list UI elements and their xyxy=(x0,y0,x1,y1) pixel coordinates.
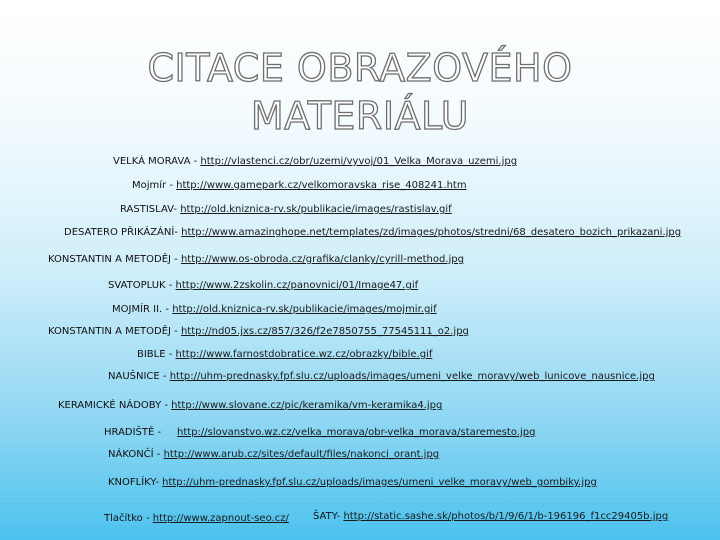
citation-label: KNOFLÍKY xyxy=(108,477,156,488)
citation-separator: - xyxy=(165,349,176,360)
citation-link[interactable]: http://old.kniznica-rv.sk/publikacie/images/mojmir.gif xyxy=(172,304,437,315)
citation-label: KONSTANTIN A METODĚJ xyxy=(48,326,171,337)
citation-separator: - xyxy=(161,400,172,411)
citation-separator: - xyxy=(174,227,182,238)
citation-label: HRADIŠTĚ xyxy=(104,427,155,438)
citation-rastislav xyxy=(120,203,452,217)
citation-label: Mojmír xyxy=(132,180,167,191)
citation-link[interactable]: http://old.kniznica-rv.sk/publikacie/images/rastislav.gif xyxy=(180,204,452,215)
citation-link[interactable]: http://uhm-prednasky.fpf.slu.cz/uploads/images/umeni_velke_moravy/web_gombiky.jpg xyxy=(162,477,597,488)
citation-hradiste xyxy=(104,426,535,440)
citation-konstantin-metodej-2 xyxy=(48,325,469,339)
citation-label: ŠATY xyxy=(313,511,337,522)
citation-separator: - xyxy=(165,280,176,291)
citation-separator: - xyxy=(159,371,170,382)
citation-label: KERAMICKÉ NÁDOBY xyxy=(58,400,162,411)
citation-label: Tlačítko xyxy=(104,513,143,524)
citation-link[interactable]: http://static.sashe.sk/photos/b/1/9/6/1/b-196196_f1cc29405b.jpg xyxy=(343,511,669,522)
citation-link[interactable]: http://vlastenci.cz/obr/uzemi/vyvoj/01_Velka_Morava_uzemi.jpg xyxy=(200,156,518,167)
citation-separator: - xyxy=(162,304,173,315)
citation-keramicke-nadoby xyxy=(58,399,442,413)
citation-separator: - xyxy=(142,513,153,524)
citation-nausnice xyxy=(108,370,655,384)
citation-desatero xyxy=(64,226,681,240)
citation-konstantin-metodej-1 xyxy=(48,253,464,267)
citation-separator: - xyxy=(166,180,177,191)
citation-label: NAUŠNICE xyxy=(108,371,160,382)
title-line-2: MATERIÁLU xyxy=(250,94,470,138)
citation-separator: - xyxy=(171,254,181,265)
citation-separator: - xyxy=(153,449,164,460)
citation-label: NÁKONČÍ xyxy=(108,449,154,460)
citation-separator: - xyxy=(173,204,181,215)
citation-link[interactable]: http://www.zapnout-seo.cz/ xyxy=(152,513,289,524)
citation-link[interactable]: http://www.slovane.cz/pic/keramika/vm-keramika4.jpg xyxy=(171,400,443,411)
citation-link[interactable]: http://www.2zskolin.cz/panovnici/01/Image47.gif xyxy=(175,280,419,291)
citation-link[interactable]: http://www.os-obroda.cz/grafika/clanky/cyrill-method.jpg xyxy=(180,254,464,265)
citation-mojmir-ii xyxy=(112,303,437,317)
citation-separator: - xyxy=(336,511,344,522)
citation-separator: - xyxy=(190,156,201,167)
citation-separator: - xyxy=(155,477,163,488)
citation-link[interactable]: http://nd05.jxs.cz/857/326/f2e7850755_77545111_o2.jpg xyxy=(180,326,469,337)
citation-link[interactable]: http://uhm-prednasky.fpf.slu.cz/uploads/images/umeni_velke_moravy/web_lunicove_nausnice.jpg xyxy=(169,371,655,382)
citation-tlacitko xyxy=(104,512,289,526)
citation-mojmir xyxy=(132,179,467,193)
citation-svatopluk xyxy=(108,279,418,293)
citation-velka-morava xyxy=(113,155,517,169)
title-line-1: CITACE OBRAZOVÉHO xyxy=(147,46,573,90)
citation-label: SVATOPLUK xyxy=(108,280,166,291)
citation-bible xyxy=(137,348,432,362)
citation-label: RASTISLAV xyxy=(120,204,174,215)
citation-nakonci xyxy=(108,448,439,462)
citation-link[interactable]: http://www.gamepark.cz/velkomoravska_rise_408241.htm xyxy=(176,180,467,191)
citation-label: DESATERO PŘIKÁZÁNÍ xyxy=(64,227,175,238)
citation-knofliky xyxy=(108,476,597,490)
citation-label: BIBLE xyxy=(137,349,166,360)
citation-separator: - xyxy=(154,427,178,438)
citation-label: KONSTANTIN A METODĚJ xyxy=(48,254,171,265)
citation-link[interactable]: http://www.farnostdobratice.wz.cz/obrazky/bible.gif xyxy=(175,349,433,360)
citation-link[interactable]: http://www.amazinghope.net/templates/zd/images/photos/stredni/68_desatero_bozich_prikazani.jpg xyxy=(181,227,682,238)
citation-link[interactable]: http://www.arub.cz/sites/default/files/nakonci_orant.jpg xyxy=(163,449,440,460)
citation-label: VELKÁ MORAVA xyxy=(113,156,191,167)
slide-title xyxy=(0,44,720,140)
citation-separator: - xyxy=(171,326,181,337)
citation-link[interactable]: http://slovanstvo.wz.cz/velka_morava/obr-velka_morava/staremesto.jpg xyxy=(177,427,536,438)
citation-label: MOJMÍR II. xyxy=(112,304,163,315)
citation-saty xyxy=(313,510,668,524)
